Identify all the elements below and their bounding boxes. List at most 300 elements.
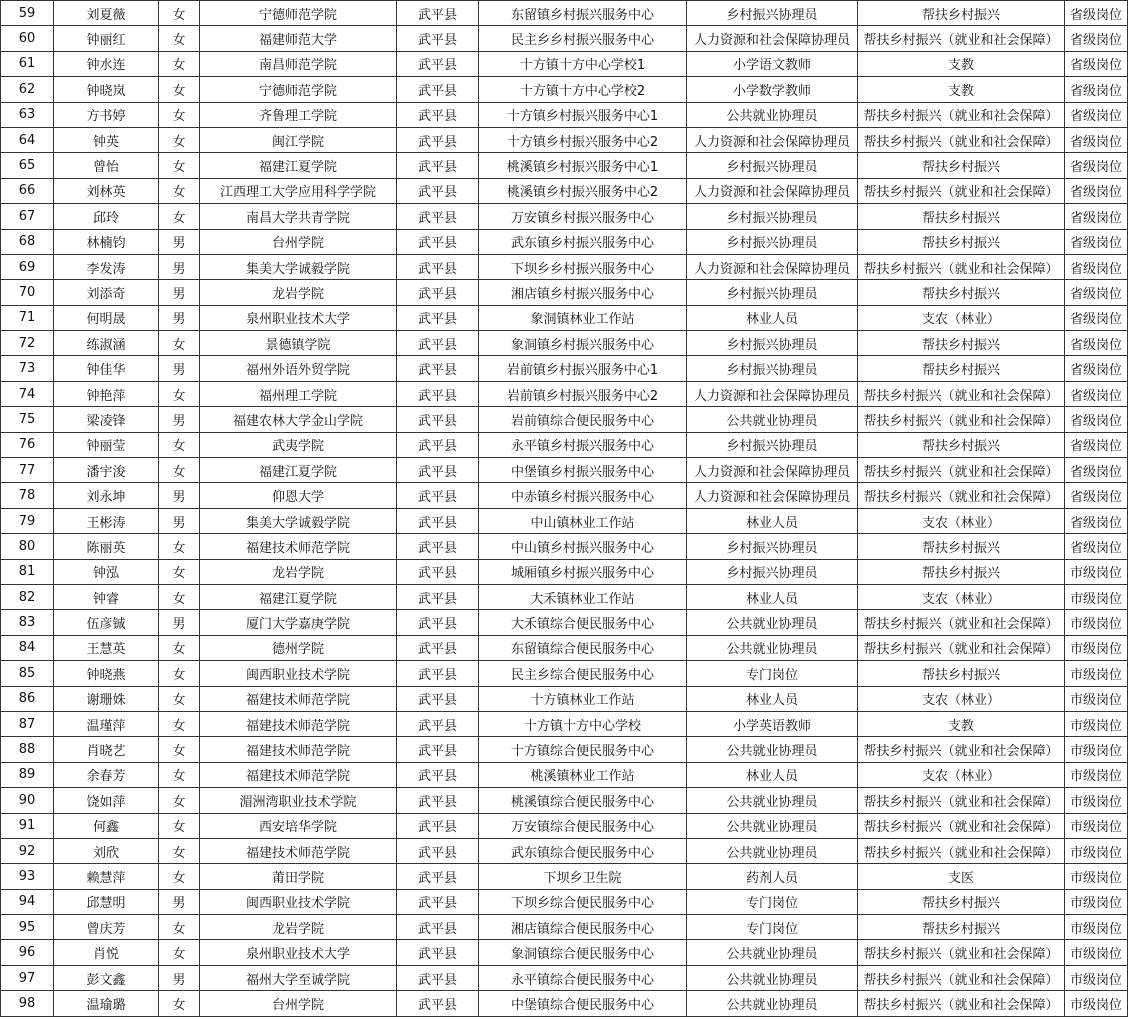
category-cell: 支农（林业） — [858, 584, 1065, 609]
level-cell: 省级岗位 — [1065, 458, 1128, 483]
name-cell: 钟艳萍 — [54, 381, 159, 406]
level-cell: 省级岗位 — [1065, 153, 1128, 178]
position-cell: 公共就业协理员 — [687, 407, 858, 432]
county-cell: 武平县 — [397, 331, 479, 356]
level-cell: 市级岗位 — [1065, 711, 1128, 736]
table-row — [1, 153, 1128, 178]
level-cell: 市级岗位 — [1065, 686, 1128, 711]
table-row — [1, 534, 1128, 559]
category-cell: 帮扶乡村振兴（就业和社会保障） — [858, 635, 1065, 660]
level-cell: 市级岗位 — [1065, 737, 1128, 762]
table-row — [1, 77, 1128, 102]
category-cell: 帮扶乡村振兴（就业和社会保障） — [858, 788, 1065, 813]
name-cell: 谢珊姝 — [54, 686, 159, 711]
unit-cell: 中赤镇乡村振兴服务中心 — [479, 483, 687, 508]
unit-cell: 东留镇综合便民服务中心 — [479, 635, 687, 660]
name-cell: 潘宇浚 — [54, 458, 159, 483]
unit-cell: 十方镇十方中心学校2 — [479, 77, 687, 102]
table-row — [1, 331, 1128, 356]
position-cell: 药剂人员 — [687, 864, 858, 889]
category-cell: 帮扶乡村振兴（就业和社会保障） — [858, 737, 1065, 762]
level-cell: 市级岗位 — [1065, 864, 1128, 889]
level-cell: 省级岗位 — [1065, 432, 1128, 457]
county-cell: 武平县 — [397, 51, 479, 76]
gender-cell: 男 — [159, 280, 200, 305]
category-cell: 帮扶乡村振兴 — [858, 229, 1065, 254]
school-cell: 景德镇学院 — [200, 331, 397, 356]
county-cell: 武平县 — [397, 813, 479, 838]
unit-cell: 象洞镇乡村振兴服务中心 — [479, 331, 687, 356]
gender-cell: 女 — [159, 788, 200, 813]
row-number-cell: 60 — [1, 26, 54, 51]
row-number-cell: 62 — [1, 77, 54, 102]
table-row — [1, 305, 1128, 330]
position-cell: 人力资源和社会保障协理员 — [687, 127, 858, 152]
county-cell: 武平县 — [397, 661, 479, 686]
gender-cell: 男 — [159, 407, 200, 432]
position-cell: 乡村振兴协理员 — [687, 1, 858, 26]
county-cell: 武平县 — [397, 254, 479, 279]
category-cell: 支教 — [858, 77, 1065, 102]
county-cell: 武平县 — [397, 686, 479, 711]
school-cell: 福建技术师范学院 — [200, 711, 397, 736]
county-cell: 武平县 — [397, 864, 479, 889]
county-cell: 武平县 — [397, 889, 479, 914]
level-cell: 省级岗位 — [1065, 254, 1128, 279]
level-cell: 省级岗位 — [1065, 483, 1128, 508]
position-cell: 小学语文教师 — [687, 51, 858, 76]
county-cell: 武平县 — [397, 305, 479, 330]
table-row — [1, 635, 1128, 660]
school-cell: 武夷学院 — [200, 432, 397, 457]
row-number-cell: 73 — [1, 356, 54, 381]
category-cell: 支农（林业） — [858, 762, 1065, 787]
unit-cell: 大禾镇林业工作站 — [479, 584, 687, 609]
level-cell: 市级岗位 — [1065, 584, 1128, 609]
level-cell: 省级岗位 — [1065, 77, 1128, 102]
level-cell: 市级岗位 — [1065, 610, 1128, 635]
table-row — [1, 178, 1128, 203]
gender-cell: 女 — [159, 204, 200, 229]
position-cell: 公共就业协理员 — [687, 788, 858, 813]
position-cell: 人力资源和社会保障协理员 — [687, 483, 858, 508]
table-row — [1, 991, 1128, 1016]
unit-cell: 岩前镇综合便民服务中心 — [479, 407, 687, 432]
name-cell: 邱慧明 — [54, 889, 159, 914]
school-cell: 江西理工大学应用科学学院 — [200, 178, 397, 203]
position-cell: 小学英语教师 — [687, 711, 858, 736]
category-cell: 帮扶乡村振兴 — [858, 661, 1065, 686]
name-cell: 肖悦 — [54, 940, 159, 965]
county-cell: 武平县 — [397, 204, 479, 229]
category-cell: 帮扶乡村振兴（就业和社会保障） — [858, 407, 1065, 432]
gender-cell: 男 — [159, 356, 200, 381]
name-cell: 刘林英 — [54, 178, 159, 203]
name-cell: 梁凌锋 — [54, 407, 159, 432]
unit-cell: 十方镇林业工作站 — [479, 686, 687, 711]
position-cell: 乡村振兴协理员 — [687, 331, 858, 356]
category-cell: 支农（林业） — [858, 305, 1065, 330]
school-cell: 福建江夏学院 — [200, 584, 397, 609]
level-cell: 市级岗位 — [1065, 940, 1128, 965]
row-number-cell: 64 — [1, 127, 54, 152]
county-cell: 武平县 — [397, 432, 479, 457]
school-cell: 宁德师范学院 — [200, 77, 397, 102]
school-cell: 福建技术师范学院 — [200, 737, 397, 762]
gender-cell: 女 — [159, 991, 200, 1016]
table-row — [1, 483, 1128, 508]
position-cell: 林业人员 — [687, 686, 858, 711]
unit-cell: 桃溪镇林业工作站 — [479, 762, 687, 787]
unit-cell: 永平镇乡村振兴服务中心 — [479, 432, 687, 457]
school-cell: 南昌大学共青学院 — [200, 204, 397, 229]
unit-cell: 十方镇乡村振兴服务中心1 — [479, 102, 687, 127]
unit-cell: 万安镇综合便民服务中心 — [479, 813, 687, 838]
table-row — [1, 51, 1128, 76]
level-cell: 省级岗位 — [1065, 127, 1128, 152]
unit-cell: 十方镇十方中心学校 — [479, 711, 687, 736]
unit-cell: 十方镇十方中心学校1 — [479, 51, 687, 76]
category-cell: 支教 — [858, 51, 1065, 76]
position-cell: 乡村振兴协理员 — [687, 280, 858, 305]
gender-cell: 女 — [159, 331, 200, 356]
school-cell: 莆田学院 — [200, 864, 397, 889]
position-cell: 公共就业协理员 — [687, 813, 858, 838]
county-cell: 武平县 — [397, 788, 479, 813]
category-cell: 帮扶乡村振兴 — [858, 432, 1065, 457]
name-cell: 钟晓燕 — [54, 661, 159, 686]
row-number-cell: 92 — [1, 838, 54, 863]
position-cell: 乡村振兴协理员 — [687, 153, 858, 178]
unit-cell: 万安镇乡村振兴服务中心 — [479, 204, 687, 229]
name-cell: 钟英 — [54, 127, 159, 152]
school-cell: 集美大学诚毅学院 — [200, 508, 397, 533]
position-cell: 人力资源和社会保障协理员 — [687, 178, 858, 203]
table-row — [1, 889, 1128, 914]
school-cell: 湄洲湾职业技术学院 — [200, 788, 397, 813]
gender-cell: 女 — [159, 77, 200, 102]
category-cell: 帮扶乡村振兴（就业和社会保障） — [858, 838, 1065, 863]
gender-cell: 女 — [159, 534, 200, 559]
county-cell: 武平县 — [397, 508, 479, 533]
county-cell: 武平县 — [397, 127, 479, 152]
level-cell: 市级岗位 — [1065, 559, 1128, 584]
name-cell: 何鑫 — [54, 813, 159, 838]
county-cell: 武平县 — [397, 915, 479, 940]
category-cell: 帮扶乡村振兴 — [858, 153, 1065, 178]
county-cell: 武平县 — [397, 991, 479, 1016]
name-cell: 饶如萍 — [54, 788, 159, 813]
school-cell: 南昌师范学院 — [200, 51, 397, 76]
name-cell: 李发涛 — [54, 254, 159, 279]
unit-cell: 中堡镇综合便民服务中心 — [479, 991, 687, 1016]
gender-cell: 男 — [159, 889, 200, 914]
row-number-cell: 77 — [1, 458, 54, 483]
unit-cell: 象洞镇综合便民服务中心 — [479, 940, 687, 965]
gender-cell: 男 — [159, 965, 200, 990]
school-cell: 福建江夏学院 — [200, 458, 397, 483]
county-cell: 武平县 — [397, 965, 479, 990]
category-cell: 帮扶乡村振兴 — [858, 559, 1065, 584]
row-number-cell: 69 — [1, 254, 54, 279]
table-row — [1, 102, 1128, 127]
position-cell: 林业人员 — [687, 508, 858, 533]
table-row — [1, 356, 1128, 381]
category-cell: 帮扶乡村振兴 — [858, 889, 1065, 914]
category-cell: 帮扶乡村振兴（就业和社会保障） — [858, 26, 1065, 51]
table-row — [1, 940, 1128, 965]
table-row — [1, 254, 1128, 279]
county-cell: 武平县 — [397, 356, 479, 381]
gender-cell: 女 — [159, 813, 200, 838]
table-row — [1, 432, 1128, 457]
name-cell: 伍彦铖 — [54, 610, 159, 635]
row-number-cell: 76 — [1, 432, 54, 457]
table-row — [1, 458, 1128, 483]
position-cell: 人力资源和社会保障协理员 — [687, 458, 858, 483]
table-row — [1, 407, 1128, 432]
position-cell: 乡村振兴协理员 — [687, 204, 858, 229]
unit-cell: 十方镇乡村振兴服务中心2 — [479, 127, 687, 152]
position-cell: 乡村振兴协理员 — [687, 534, 858, 559]
row-number-cell: 91 — [1, 813, 54, 838]
gender-cell: 女 — [159, 559, 200, 584]
table-row — [1, 915, 1128, 940]
name-cell: 刘永坤 — [54, 483, 159, 508]
school-cell: 福建技术师范学院 — [200, 686, 397, 711]
row-number-cell: 68 — [1, 229, 54, 254]
position-cell: 乡村振兴协理员 — [687, 432, 858, 457]
gender-cell: 女 — [159, 661, 200, 686]
category-cell: 帮扶乡村振兴（就业和社会保障） — [858, 483, 1065, 508]
level-cell: 省级岗位 — [1065, 280, 1128, 305]
level-cell: 省级岗位 — [1065, 204, 1128, 229]
gender-cell: 女 — [159, 838, 200, 863]
school-cell: 福建农林大学金山学院 — [200, 407, 397, 432]
unit-cell: 岩前镇乡村振兴服务中心1 — [479, 356, 687, 381]
gender-cell: 男 — [159, 483, 200, 508]
table-row — [1, 280, 1128, 305]
unit-cell: 大禾镇综合便民服务中心 — [479, 610, 687, 635]
county-cell: 武平县 — [397, 153, 479, 178]
unit-cell: 下坝乡卫生院 — [479, 864, 687, 889]
unit-cell: 中山镇乡村振兴服务中心 — [479, 534, 687, 559]
gender-cell: 男 — [159, 229, 200, 254]
position-cell: 乡村振兴协理员 — [687, 229, 858, 254]
unit-cell: 东留镇乡村振兴服务中心 — [479, 1, 687, 26]
gender-cell: 女 — [159, 584, 200, 609]
row-number-cell: 97 — [1, 965, 54, 990]
unit-cell: 下坝乡综合便民服务中心 — [479, 889, 687, 914]
name-cell: 何明晟 — [54, 305, 159, 330]
level-cell: 省级岗位 — [1065, 178, 1128, 203]
school-cell: 福建技术师范学院 — [200, 838, 397, 863]
gender-cell: 女 — [159, 458, 200, 483]
name-cell: 刘欣 — [54, 838, 159, 863]
position-cell: 公共就业协理员 — [687, 838, 858, 863]
row-number-cell: 72 — [1, 331, 54, 356]
unit-cell: 城厢镇乡村振兴服务中心 — [479, 559, 687, 584]
level-cell: 市级岗位 — [1065, 635, 1128, 660]
gender-cell: 女 — [159, 686, 200, 711]
school-cell: 德州学院 — [200, 635, 397, 660]
school-cell: 仰恩大学 — [200, 483, 397, 508]
table-row — [1, 965, 1128, 990]
school-cell: 西安培华学院 — [200, 813, 397, 838]
unit-cell: 象洞镇林业工作站 — [479, 305, 687, 330]
row-number-cell: 81 — [1, 559, 54, 584]
school-cell: 福建技术师范学院 — [200, 534, 397, 559]
row-number-cell: 70 — [1, 280, 54, 305]
category-cell: 支农（林业） — [858, 508, 1065, 533]
name-cell: 钟泓 — [54, 559, 159, 584]
level-cell: 市级岗位 — [1065, 965, 1128, 990]
table-row — [1, 864, 1128, 889]
category-cell: 帮扶乡村振兴（就业和社会保障） — [858, 458, 1065, 483]
category-cell: 帮扶乡村振兴 — [858, 915, 1065, 940]
level-cell: 省级岗位 — [1065, 508, 1128, 533]
level-cell: 省级岗位 — [1065, 229, 1128, 254]
level-cell: 市级岗位 — [1065, 813, 1128, 838]
category-cell: 帮扶乡村振兴 — [858, 331, 1065, 356]
school-cell: 闽西职业技术学院 — [200, 661, 397, 686]
position-cell: 林业人员 — [687, 584, 858, 609]
row-number-cell: 85 — [1, 661, 54, 686]
position-cell: 专门岗位 — [687, 661, 858, 686]
position-cell: 人力资源和社会保障协理员 — [687, 254, 858, 279]
county-cell: 武平县 — [397, 584, 479, 609]
level-cell: 省级岗位 — [1065, 51, 1128, 76]
county-cell: 武平县 — [397, 940, 479, 965]
table-row — [1, 610, 1128, 635]
category-cell: 支教 — [858, 711, 1065, 736]
row-number-cell: 82 — [1, 584, 54, 609]
county-cell: 武平县 — [397, 483, 479, 508]
row-number-cell: 96 — [1, 940, 54, 965]
school-cell: 龙岩学院 — [200, 559, 397, 584]
name-cell: 刘添奇 — [54, 280, 159, 305]
unit-cell: 下坝乡乡村振兴服务中心 — [479, 254, 687, 279]
table-row — [1, 788, 1128, 813]
unit-cell: 桃溪镇综合便民服务中心 — [479, 788, 687, 813]
row-number-cell: 66 — [1, 178, 54, 203]
row-number-cell: 65 — [1, 153, 54, 178]
row-number-cell: 89 — [1, 762, 54, 787]
category-cell: 帮扶乡村振兴 — [858, 204, 1065, 229]
gender-cell: 男 — [159, 610, 200, 635]
county-cell: 武平县 — [397, 229, 479, 254]
school-cell: 龙岩学院 — [200, 915, 397, 940]
level-cell: 市级岗位 — [1065, 661, 1128, 686]
row-number-cell: 78 — [1, 483, 54, 508]
row-number-cell: 90 — [1, 788, 54, 813]
name-cell: 钟水连 — [54, 51, 159, 76]
unit-cell: 十方镇综合便民服务中心 — [479, 737, 687, 762]
position-cell: 公共就业协理员 — [687, 610, 858, 635]
county-cell: 武平县 — [397, 458, 479, 483]
level-cell: 市级岗位 — [1065, 838, 1128, 863]
gender-cell: 女 — [159, 432, 200, 457]
row-number-cell: 87 — [1, 711, 54, 736]
gender-cell: 女 — [159, 915, 200, 940]
name-cell: 陈丽英 — [54, 534, 159, 559]
school-cell: 福建技术师范学院 — [200, 762, 397, 787]
school-cell: 福建师范大学 — [200, 26, 397, 51]
category-cell: 帮扶乡村振兴（就业和社会保障） — [858, 610, 1065, 635]
category-cell: 帮扶乡村振兴 — [858, 356, 1065, 381]
county-cell: 武平县 — [397, 838, 479, 863]
table-row — [1, 204, 1128, 229]
row-number-cell: 86 — [1, 686, 54, 711]
school-cell: 闽西职业技术学院 — [200, 889, 397, 914]
name-cell: 温瑜璐 — [54, 991, 159, 1016]
name-cell: 方书婷 — [54, 102, 159, 127]
category-cell: 帮扶乡村振兴（就业和社会保障） — [858, 127, 1065, 152]
unit-cell: 民主乡乡村振兴服务中心 — [479, 26, 687, 51]
name-cell: 钟睿 — [54, 584, 159, 609]
name-cell: 林楠钧 — [54, 229, 159, 254]
school-cell: 齐鲁理工学院 — [200, 102, 397, 127]
county-cell: 武平县 — [397, 559, 479, 584]
level-cell: 省级岗位 — [1065, 381, 1128, 406]
table-row — [1, 26, 1128, 51]
county-cell: 武平县 — [397, 534, 479, 559]
unit-cell: 武东镇综合便民服务中心 — [479, 838, 687, 863]
gender-cell: 女 — [159, 153, 200, 178]
name-cell: 钟丽红 — [54, 26, 159, 51]
level-cell: 省级岗位 — [1065, 26, 1128, 51]
position-cell: 乡村振兴协理员 — [687, 356, 858, 381]
row-number-cell: 80 — [1, 534, 54, 559]
position-cell: 乡村振兴协理员 — [687, 559, 858, 584]
name-cell: 钟晓岚 — [54, 77, 159, 102]
gender-cell: 男 — [159, 508, 200, 533]
county-cell: 武平县 — [397, 711, 479, 736]
level-cell: 省级岗位 — [1065, 534, 1128, 559]
category-cell: 帮扶乡村振兴（就业和社会保障） — [858, 940, 1065, 965]
gender-cell: 男 — [159, 305, 200, 330]
position-cell: 人力资源和社会保障协理员 — [687, 26, 858, 51]
school-cell: 龙岩学院 — [200, 280, 397, 305]
row-number-cell: 61 — [1, 51, 54, 76]
gender-cell: 女 — [159, 711, 200, 736]
table-row — [1, 229, 1128, 254]
county-cell: 武平县 — [397, 77, 479, 102]
level-cell: 省级岗位 — [1065, 1, 1128, 26]
gender-cell: 女 — [159, 178, 200, 203]
name-cell: 刘夏薇 — [54, 1, 159, 26]
position-cell: 公共就业协理员 — [687, 635, 858, 660]
name-cell: 钟佳华 — [54, 356, 159, 381]
row-number-cell: 98 — [1, 991, 54, 1016]
name-cell: 彭文鑫 — [54, 965, 159, 990]
unit-cell: 湘店镇乡村振兴服务中心 — [479, 280, 687, 305]
name-cell: 曾庆芳 — [54, 915, 159, 940]
school-cell: 福州外语外贸学院 — [200, 356, 397, 381]
school-cell: 泉州职业技术大学 — [200, 305, 397, 330]
name-cell: 肖晓艺 — [54, 737, 159, 762]
level-cell: 省级岗位 — [1065, 305, 1128, 330]
name-cell: 邱玲 — [54, 204, 159, 229]
row-number-cell: 59 — [1, 1, 54, 26]
gender-cell: 女 — [159, 26, 200, 51]
category-cell: 帮扶乡村振兴 — [858, 280, 1065, 305]
category-cell: 帮扶乡村振兴（就业和社会保障） — [858, 965, 1065, 990]
county-cell: 武平县 — [397, 102, 479, 127]
position-cell: 专门岗位 — [687, 889, 858, 914]
unit-cell: 湘店镇综合便民服务中心 — [479, 915, 687, 940]
row-number-cell: 88 — [1, 737, 54, 762]
